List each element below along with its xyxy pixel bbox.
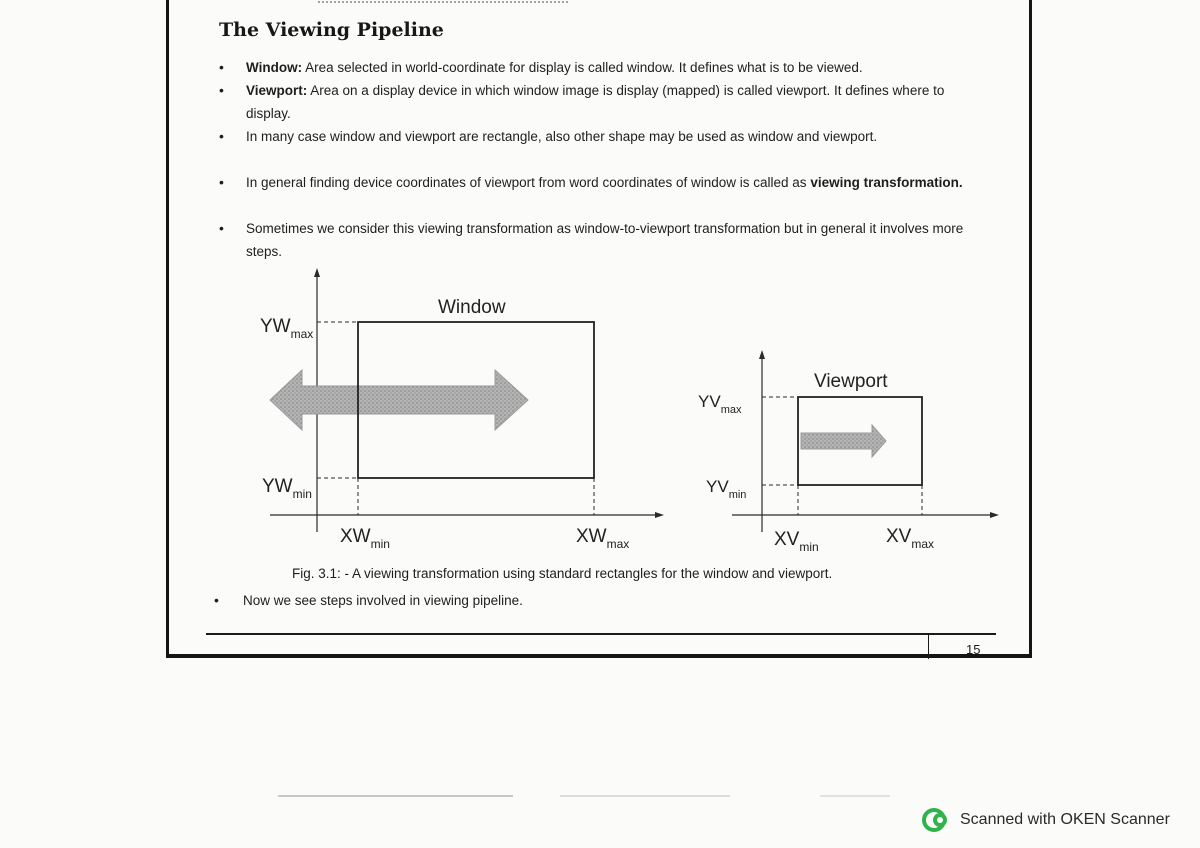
figure-caption: Fig. 3.1: - A viewing transformation using standard rectangles for the window and viewport.	[292, 566, 833, 581]
definition-text: In general finding device coordinates of viewport from word coordinates of window is called as	[246, 175, 811, 190]
window-label: Window	[438, 297, 506, 318]
yv-min-label: $YV_{min}$	[706, 477, 747, 501]
bullet-symbol: •	[219, 220, 224, 236]
scanner-label: Scanned with OKEN Scanner	[960, 811, 1170, 828]
bullet-text: In many case window and viewport are rectangle, also other shape may be used as window and viewport.	[246, 129, 878, 144]
oken-scanner-logo-icon	[922, 808, 950, 832]
xw-min-label: $XW_{min}$	[340, 526, 390, 551]
xv-min-label: $XV_{min}$	[774, 529, 819, 554]
definition-text: Area selected in world-coordinate for display is called window. It defines what is to be viewed.	[302, 60, 863, 75]
yv-max-label: $YV_{max}$	[698, 392, 742, 416]
bullet-next-steps	[214, 589, 974, 612]
viewport-x-axis-arrowhead	[990, 512, 999, 518]
bullet-symbol: •	[219, 174, 224, 190]
term-bold: viewing transformation.	[810, 175, 963, 190]
bullet-text	[246, 171, 979, 194]
footer-divider	[928, 633, 929, 659]
page-number: 15	[966, 642, 981, 657]
term-bold: Viewport:	[246, 83, 308, 98]
bullet-window-definition	[219, 56, 979, 79]
bullet-symbol: •	[219, 82, 224, 98]
yw-min-label: $YW_{min}$	[262, 476, 312, 501]
scan-smudge	[820, 795, 890, 797]
definition-text: Area on a display device in which window image is display (mapped) is called viewport. It defines where to display.	[246, 83, 945, 121]
bullet-symbol: •	[214, 592, 219, 608]
section-title: The Viewing Pipeline	[219, 19, 444, 41]
viewport-label: Viewport	[814, 371, 888, 392]
bullet-text	[246, 56, 979, 79]
bullet-viewport-definition	[219, 79, 979, 125]
viewport-y-axis-arrowhead	[759, 350, 765, 359]
term-bold: Window:	[246, 60, 303, 75]
bullet-window-to-viewport	[219, 217, 979, 263]
bullet-text	[246, 79, 979, 125]
mapped-arrow-shape	[801, 425, 886, 457]
bullet-symbol: •	[219, 59, 224, 75]
footer-rule	[206, 633, 996, 635]
scanner-watermark	[922, 808, 1170, 832]
bullet-shapes	[219, 125, 979, 148]
yw-max-label: $YW_{max}$	[260, 316, 314, 341]
scan-smudge	[560, 795, 730, 797]
window-x-axis-arrowhead	[655, 512, 664, 518]
bullet-viewing-transformation	[219, 171, 979, 194]
xw-max-label: $XW_{max}$	[576, 526, 630, 551]
cropped-previous-text	[318, 0, 568, 3]
bullet-symbol: •	[219, 128, 224, 144]
bullet-text: Now we see steps involved in viewing pipeline.	[243, 593, 523, 608]
window-y-axis-arrowhead	[314, 268, 320, 277]
bullet-text: Sometimes we consider this viewing transformation as window-to-viewport transformation but in general it involves more steps.	[246, 221, 964, 259]
window-viewport-figure	[240, 262, 1010, 562]
double-arrow-shape	[270, 370, 528, 430]
scan-smudge	[278, 795, 513, 797]
xv-max-label: $XV_{max}$	[886, 526, 935, 551]
